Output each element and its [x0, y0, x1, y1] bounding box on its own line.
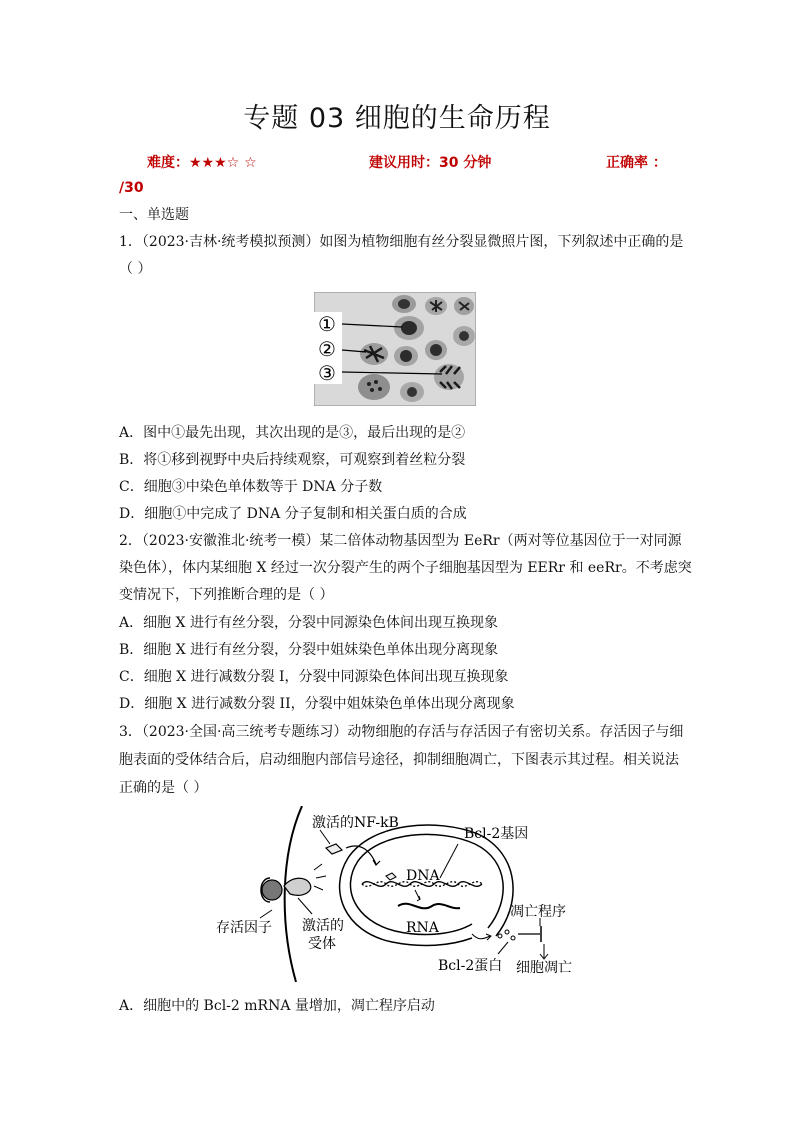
label-rna: RNA	[406, 920, 439, 936]
q3-stem-line3: 正确的是（ ）	[119, 780, 208, 796]
difficulty-rating	[147, 152, 257, 172]
label-activated-nfkb: 激活的NF-kB	[312, 815, 399, 831]
q1-stem-line2: （ ）	[119, 261, 152, 277]
difficulty-label: 难度：	[147, 155, 189, 171]
page-title: 专题 03 细胞的生命历程	[243, 103, 551, 134]
q2-option-c: C．细胞 X 进行减数分裂 I，分裂中同源染色体间出现互换现象	[119, 669, 509, 685]
q1-stem-line1: 1．（2023·吉林·统考模拟预测）如图为植物细胞有丝分裂显微照片图，下列叙述中正确的是	[119, 234, 684, 250]
q2-stem-line3: 变情况下，下列推断合理的是（ ）	[119, 587, 334, 603]
accuracy-label: 正确率 ：	[606, 155, 667, 171]
q1-label-1: ①	[318, 312, 336, 336]
q2-option-a: A．细胞 X 进行有丝分裂，分裂中同源染色体间出现互换现象	[119, 615, 498, 631]
label-dna: DNA	[406, 868, 440, 884]
q3-option-a: A．细胞中的 Bcl-2 mRNA 量增加，凋亡程序启动	[119, 998, 435, 1014]
time-label: 建议用时：	[369, 155, 439, 171]
q1-option-a: A．图中①最先出现，其次出现的是③，最后出现的是②	[119, 425, 466, 441]
q3-stem-line2: 胞表面的受体结合后，启动细胞内部信号途径，抑制细胞凋亡，下图表示其过程。相关说法	[119, 752, 679, 768]
time-value: 30 分钟	[439, 155, 492, 171]
q2-option-b: B．细胞 X 进行有丝分裂，分裂中姐妹染色单体出现分离现象	[119, 642, 499, 658]
section-heading: 一、单选题	[119, 207, 189, 223]
suggested-time	[369, 152, 491, 172]
q1-option-c: C．细胞③中染色单体数等于 DNA 分子数	[119, 479, 383, 495]
label-cell-apoptosis: 细胞凋亡	[516, 960, 572, 976]
q1-micrograph-figure	[314, 292, 476, 406]
label-bcl2-gene: Bcl-2基因	[464, 826, 529, 842]
q2-stem-line2: 染色体），体内某细胞 X 经过一次分裂产生的两个子细胞基因型为 EERr 和 eeRr。不考虑突	[119, 560, 692, 576]
label-bcl2-protein: Bcl-2蛋白	[438, 958, 503, 974]
label-activated-receptor-line1: 激活的	[302, 918, 344, 934]
label-survival-factor: 存活因子	[216, 920, 272, 936]
label-activated-receptor-line2: 受体	[308, 936, 336, 952]
accuracy-value: /30	[119, 180, 144, 196]
q1-option-b: B．将①移到视野中央后持续观察，可观察到着丝粒分裂	[119, 452, 466, 468]
q2-option-d: D．细胞 X 进行减数分裂 II，分裂中姐妹染色单体出现分离现象	[119, 696, 515, 712]
q1-option-d: D．细胞①中完成了 DNA 分子复制和相关蛋白质的合成	[119, 506, 467, 522]
q1-label-2: ②	[318, 337, 336, 361]
difficulty-stars: ★★★☆ ☆	[189, 155, 257, 171]
q3-stem-line1: 3．（2023·全国·高三统考专题练习）动物细胞的存活与存活因子有密切关系。存活因子与细	[119, 724, 684, 740]
q1-label-3: ③	[318, 361, 336, 385]
q3-apoptosis-diagram	[210, 806, 590, 982]
q2-stem-line1: 2．（2023·安徽淮北·统考一模）某二倍体动物基因型为 EeRr（两对等位基因位于一对同源	[119, 533, 682, 549]
label-apoptosis-program: 凋亡程序	[510, 904, 566, 920]
